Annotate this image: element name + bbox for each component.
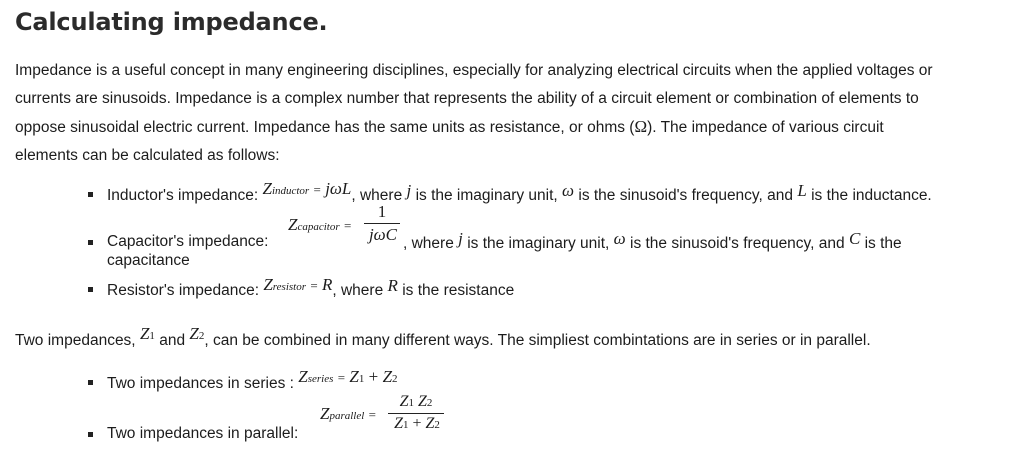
series-formula: [298, 369, 397, 386]
subscript: capacitor: [297, 221, 340, 233]
z-symbol: Z: [320, 404, 330, 423]
subscript: 1: [149, 330, 155, 342]
intro-paragraph: [15, 57, 1010, 170]
text: , can be combined in many different ways. The simpliest combintations are in series or in parallel.: [204, 332, 871, 349]
parallel-denominator: [386, 415, 448, 433]
capacitor-lhs: [288, 215, 351, 235]
inductor-text: [107, 179, 932, 205]
capacitor-desc: [403, 229, 902, 253]
subscript: 1: [402, 419, 409, 431]
z-symbol: Z: [394, 415, 403, 432]
combine-paragraph: [15, 324, 871, 350]
text: is the imaginary unit,: [415, 187, 558, 204]
subscript: resistor: [272, 281, 306, 293]
where: , where: [351, 187, 403, 204]
text: is the: [864, 235, 902, 252]
z-symbol: Z: [139, 324, 150, 343]
subscript: inductor: [271, 185, 310, 197]
z-symbol: Z: [288, 215, 298, 234]
z-symbol: Z: [399, 393, 409, 410]
subscript: 2: [392, 373, 398, 385]
capacitor-label: Capacitor's impedance:: [107, 233, 269, 250]
z-symbol: Z: [382, 367, 393, 386]
subscript: 1: [408, 397, 414, 409]
resistor-text: [107, 275, 515, 300]
z-symbol: Z: [418, 393, 427, 410]
intro-line: Impedance is a useful concept in many engineering disciplines, especially for analyzing electrical circuits when the applied voltages or: [15, 62, 933, 79]
c-symbol: C: [848, 229, 861, 248]
subscript: 2: [434, 419, 440, 431]
l-symbol: L: [797, 181, 807, 200]
subscript: 2: [426, 397, 433, 409]
text: Two impedances,: [15, 332, 136, 349]
capacitor-numerator: 1: [377, 202, 387, 221]
capacitor-label-cont: capacitance: [107, 252, 190, 269]
z-symbol: Z: [349, 367, 359, 386]
text: and: [159, 332, 186, 349]
z1-symbol: [140, 326, 155, 343]
series-label: Two impedances in series :: [107, 375, 294, 392]
omega-symbol: ω: [562, 181, 575, 200]
capacitor-denominator: jωC: [368, 225, 398, 244]
plus: +: [368, 367, 379, 386]
text: is the sinusoid's frequency, and: [630, 235, 845, 252]
j-symbol: j: [406, 181, 412, 200]
equals: =: [343, 218, 352, 233]
fraction-line: [364, 223, 400, 224]
intro-line: elements can be calculated as follows:: [15, 147, 280, 164]
z2-symbol: [189, 326, 204, 343]
ohm-symbol: Ω: [634, 117, 648, 136]
resistor-formula: [263, 277, 332, 294]
series-text: [107, 367, 398, 393]
inductor-label: Inductor's impedance:: [107, 187, 259, 204]
subscript: 2: [198, 330, 205, 342]
fraction-line: [388, 413, 444, 414]
parallel-label: Two impedances in parallel:: [107, 425, 299, 442]
where: , where: [403, 235, 454, 252]
parallel-lhs: [320, 404, 376, 424]
z-symbol: Z: [262, 179, 272, 198]
text: is the resistance: [402, 282, 515, 299]
equals: =: [313, 182, 321, 197]
z-symbol: Z: [298, 367, 308, 386]
r-symbol: R: [387, 276, 398, 295]
intro-line: currents are sinusoids. Impedance is a complex number that represents the ability of a circuit element or combination of elements to: [15, 90, 919, 107]
z-symbol: Z: [425, 415, 435, 432]
subscript: series: [307, 373, 334, 385]
j-symbol: j: [458, 229, 463, 248]
resistor-label: Resistor's impedance:: [107, 282, 259, 299]
subscript: parallel: [329, 410, 365, 422]
parallel-numerator: [386, 393, 446, 411]
plus: +: [412, 415, 422, 432]
equals: =: [310, 278, 318, 293]
text: is the sinusoid's frequency, and: [578, 187, 794, 204]
z-symbol: Z: [263, 275, 273, 294]
equals: =: [337, 370, 346, 385]
resistor-rhs: R: [321, 275, 333, 294]
intro-line: ). The impedance of various circuit: [647, 119, 884, 136]
inductor-rhs: jωL: [325, 179, 352, 198]
omega-symbol: ω: [613, 229, 626, 248]
equals: =: [368, 407, 376, 422]
page-title: Calculating impedance.: [15, 8, 328, 36]
intro-line: oppose sinusoidal electric current. Impedance has the same units as resistance, or ohms (: [15, 119, 635, 136]
subscript: 1: [358, 373, 365, 385]
where: , where: [332, 282, 384, 299]
z-symbol: Z: [189, 324, 199, 343]
inductor-formula: [262, 181, 351, 198]
text: is the inductance.: [811, 187, 932, 204]
text: is the imaginary unit,: [467, 235, 610, 252]
